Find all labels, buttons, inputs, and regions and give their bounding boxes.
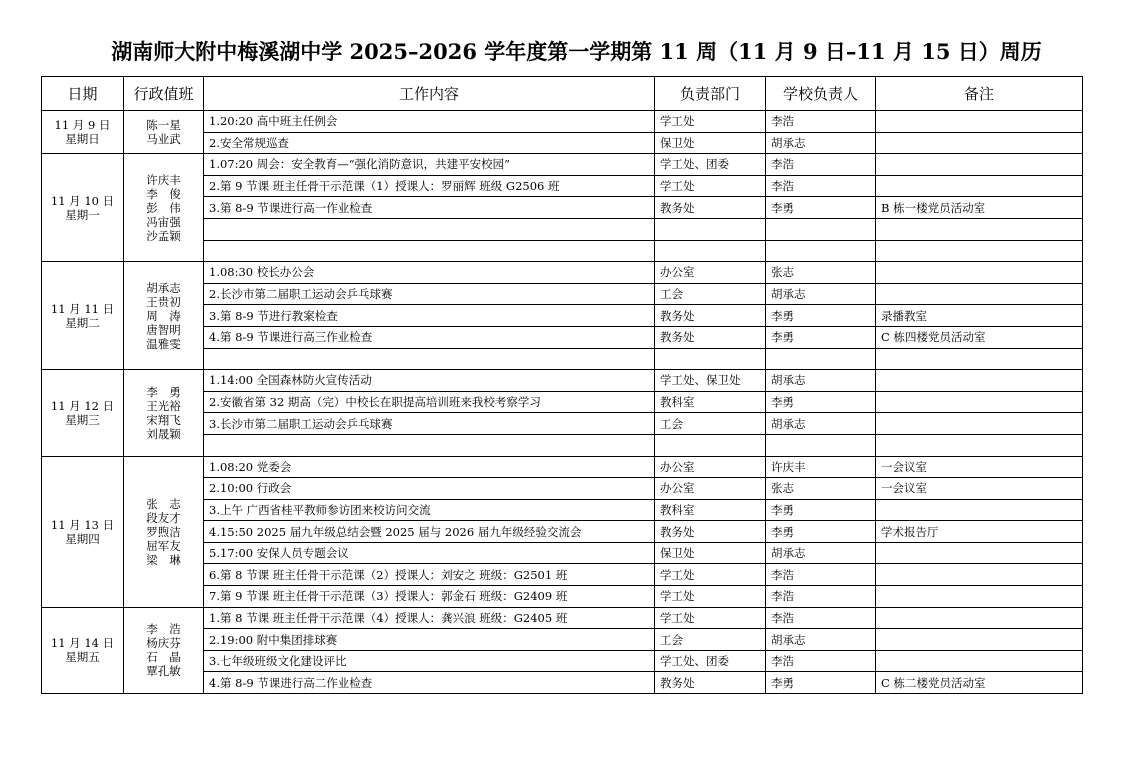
dept-cell: 学工处 — [655, 111, 766, 133]
dept-cell: 办公室 — [655, 456, 766, 478]
dept-cell: 工会 — [655, 413, 766, 435]
work-content-cell: 3.第 8-9 节进行教案检查 — [204, 305, 655, 327]
duty-staff-name: 陈一星 — [146, 118, 181, 133]
work-content-cell: 4.15:50 2025 届九年级总结会暨 2025 届与 2026 届九年级经验交流会 — [204, 521, 655, 543]
work-content-cell: 2.第 9 节课 班主任骨干示范课（1）授课人：罗丽辉 班级 G2506 班 — [204, 175, 655, 197]
duty-staff-name: 梁 琳 — [146, 552, 181, 567]
header-content: 工作内容 — [204, 77, 655, 111]
work-content-cell: 2.安全常规巡查 — [204, 132, 655, 154]
work-content-cell: 3.第 8-9 节课进行高一作业检查 — [204, 197, 655, 219]
dept-cell: 教务处 — [655, 521, 766, 543]
note-cell — [876, 434, 1083, 456]
table-row — [42, 154, 1083, 176]
work-content-cell: 1.20:20 高中班主任例会 — [204, 111, 655, 133]
day-weekday: 星期日 — [65, 132, 100, 147]
day-weekday: 星期五 — [65, 650, 100, 665]
header-duty: 行政值班 — [124, 77, 204, 111]
weekly-calendar-table — [41, 76, 1083, 694]
header-note: 备注 — [876, 77, 1083, 111]
leader-cell: 胡承志 — [766, 542, 876, 564]
dept-cell: 学工处 — [655, 607, 766, 629]
duty-staff-name: 李 勇 — [146, 384, 181, 399]
dept-cell: 学工处、团委 — [655, 154, 766, 176]
duty-staff-name: 李 浩 — [146, 622, 181, 637]
day-date: 11 月 11 日 — [50, 301, 115, 316]
leader-cell: 李勇 — [766, 197, 876, 219]
leader-cell: 张志 — [766, 478, 876, 500]
table-row — [42, 262, 1083, 284]
note-cell — [876, 499, 1083, 521]
dept-cell: 学工处、保卫处 — [655, 370, 766, 392]
leader-cell: 李勇 — [766, 672, 876, 694]
work-content-cell: 1.08:20 党委会 — [204, 456, 655, 478]
dept-cell: 学工处 — [655, 175, 766, 197]
header-dept: 负责部门 — [655, 77, 766, 111]
work-content-cell — [204, 434, 655, 456]
note-cell — [876, 564, 1083, 586]
note-cell — [876, 650, 1083, 672]
day-weekday: 星期二 — [65, 315, 100, 330]
work-content-cell: 1.07:20 周会：安全教育—“强化消防意识，共建平安校园” — [204, 154, 655, 176]
note-cell — [876, 111, 1083, 133]
dept-cell — [655, 218, 766, 240]
work-content-cell: 5.17:00 安保人员专题会议 — [204, 542, 655, 564]
leader-cell — [766, 218, 876, 240]
leader-cell: 李浩 — [766, 650, 876, 672]
note-cell: 录播教室 — [876, 305, 1083, 327]
duty-staff-name: 覃孔敏 — [146, 664, 181, 679]
note-cell — [876, 283, 1083, 305]
duty-staff-name: 屈军友 — [146, 538, 181, 553]
work-content-cell: 3.七年级班级文化建设评比 — [204, 650, 655, 672]
note-cell — [876, 542, 1083, 564]
dept-cell: 教科室 — [655, 391, 766, 413]
duty-staff-name: 张 志 — [146, 496, 181, 511]
duty-staff-cell — [124, 111, 204, 154]
duty-staff-name: 温雅雯 — [146, 336, 181, 351]
day-date: 11 月 10 日 — [50, 193, 115, 208]
table-row — [42, 370, 1083, 392]
note-cell: 一会议室 — [876, 478, 1083, 500]
leader-cell: 李浩 — [766, 607, 876, 629]
table-row — [42, 456, 1083, 478]
dept-cell: 学工处 — [655, 564, 766, 586]
header-date: 日期 — [42, 77, 124, 111]
table-header-row — [42, 77, 1083, 111]
work-content-cell: 1.14:00 全国森林防火宣传活动 — [204, 370, 655, 392]
dept-cell: 教务处 — [655, 305, 766, 327]
note-cell — [876, 391, 1083, 413]
day-date: 11 月 13 日 — [50, 517, 115, 532]
leader-cell: 胡承志 — [766, 132, 876, 154]
dept-cell: 工会 — [655, 283, 766, 305]
dept-cell: 教务处 — [655, 197, 766, 219]
leader-cell: 李浩 — [766, 154, 876, 176]
note-cell — [876, 240, 1083, 262]
note-cell — [876, 348, 1083, 370]
note-cell — [876, 607, 1083, 629]
note-cell — [876, 218, 1083, 240]
dept-cell: 教务处 — [655, 326, 766, 348]
leader-cell: 李勇 — [766, 326, 876, 348]
duty-staff-cell — [124, 607, 204, 693]
duty-staff-name: 段友才 — [146, 510, 181, 525]
work-content-cell — [204, 348, 655, 370]
leader-cell: 李浩 — [766, 586, 876, 608]
duty-staff-name: 沙孟颖 — [146, 228, 181, 243]
duty-staff-name: 胡承志 — [146, 280, 181, 295]
day-date: 11 月 14 日 — [50, 636, 115, 651]
dept-cell: 教科室 — [655, 499, 766, 521]
work-content-cell: 2.19:00 附中集团排球赛 — [204, 629, 655, 651]
leader-cell: 李勇 — [766, 499, 876, 521]
note-cell — [876, 370, 1083, 392]
dept-cell: 办公室 — [655, 478, 766, 500]
dept-cell: 保卫处 — [655, 542, 766, 564]
note-cell — [876, 629, 1083, 651]
day-date-cell — [42, 370, 124, 456]
duty-staff-name: 石 晶 — [146, 650, 181, 665]
note-cell — [876, 154, 1083, 176]
day-date-cell — [42, 154, 124, 262]
note-cell — [876, 262, 1083, 284]
duty-staff-name: 冯宙强 — [146, 214, 181, 229]
dept-cell — [655, 348, 766, 370]
header-leader: 学校负责人 — [766, 77, 876, 111]
work-content-cell: 1.第 8 节课 班主任骨干示范课（4）授课人：龚兴浪 班级：G2405 班 — [204, 607, 655, 629]
leader-cell: 李勇 — [766, 521, 876, 543]
leader-cell: 张志 — [766, 262, 876, 284]
duty-staff-cell — [124, 370, 204, 456]
work-content-cell: 2.长沙市第二届职工运动会乒乓球赛 — [204, 283, 655, 305]
duty-staff-name: 马业武 — [146, 132, 181, 147]
leader-cell: 李浩 — [766, 175, 876, 197]
duty-staff-name: 彭 伟 — [146, 200, 181, 215]
note-cell — [876, 132, 1083, 154]
duty-staff-name: 许庆丰 — [146, 172, 181, 187]
leader-cell — [766, 348, 876, 370]
leader-cell: 李浩 — [766, 111, 876, 133]
day-date-cell — [42, 456, 124, 607]
leader-cell: 李勇 — [766, 305, 876, 327]
dept-cell: 办公室 — [655, 262, 766, 284]
day-date-cell — [42, 111, 124, 154]
duty-staff-name: 宋翔飞 — [146, 412, 181, 427]
work-content-cell: 2.安徽省第 32 期高（完）中校长在职提高培训班来我校考察学习 — [204, 391, 655, 413]
day-date-cell — [42, 262, 124, 370]
leader-cell: 胡承志 — [766, 283, 876, 305]
work-content-cell: 4.第 8-9 节课进行高三作业检查 — [204, 326, 655, 348]
duty-staff-name: 唐智明 — [146, 322, 181, 337]
work-content-cell: 6.第 8 节课 班主任骨干示范课（2）授课人：刘安之 班级：G2501 班 — [204, 564, 655, 586]
duty-staff-name: 杨庆芬 — [146, 636, 181, 651]
dept-cell: 保卫处 — [655, 132, 766, 154]
duty-staff-cell — [124, 262, 204, 370]
work-content-cell: 1.08:30 校长办公会 — [204, 262, 655, 284]
leader-cell: 李浩 — [766, 564, 876, 586]
duty-staff-name: 王光裕 — [146, 398, 181, 413]
duty-staff-name: 周 涛 — [146, 308, 181, 323]
note-cell — [876, 586, 1083, 608]
dept-cell: 学工处、团委 — [655, 650, 766, 672]
day-weekday: 星期一 — [65, 207, 100, 222]
dept-cell: 工会 — [655, 629, 766, 651]
page-title: 湖南师大附中梅溪湖中学 2025–2026 学年度第一学期第 11 周（11 月 9 日–11 月 15 日）周历 — [111, 39, 1042, 64]
duty-staff-name: 罗煦洁 — [146, 524, 181, 539]
dept-cell: 教务处 — [655, 672, 766, 694]
note-cell — [876, 175, 1083, 197]
duty-staff-name: 刘晟颖 — [146, 426, 181, 441]
duty-staff-cell — [124, 456, 204, 607]
dept-cell — [655, 434, 766, 456]
day-date: 11 月 9 日 — [54, 118, 111, 133]
note-cell: 一会议室 — [876, 456, 1083, 478]
work-content-cell: 2.10:00 行政会 — [204, 478, 655, 500]
note-cell: C 栋四楼党员活动室 — [876, 326, 1083, 348]
work-content-cell: 4.第 8-9 节课进行高二作业检查 — [204, 672, 655, 694]
duty-staff-name: 李 俊 — [146, 186, 181, 201]
work-content-cell — [204, 240, 655, 262]
table-row — [42, 607, 1083, 629]
work-content-cell: 3.上午 广西省桂平教师参访团来校访问交流 — [204, 499, 655, 521]
leader-cell: 许庆丰 — [766, 456, 876, 478]
work-content-cell: 3.长沙市第二届职工运动会乒乓球赛 — [204, 413, 655, 435]
leader-cell — [766, 240, 876, 262]
note-cell: C 栋二楼党员活动室 — [876, 672, 1083, 694]
table-body — [42, 111, 1083, 694]
dept-cell — [655, 240, 766, 262]
duty-staff-cell — [124, 154, 204, 262]
leader-cell: 胡承志 — [766, 413, 876, 435]
note-cell: 学术报告厅 — [876, 521, 1083, 543]
day-weekday: 星期三 — [65, 412, 100, 427]
table-row — [42, 111, 1083, 133]
work-content-cell — [204, 218, 655, 240]
leader-cell: 李勇 — [766, 391, 876, 413]
duty-staff-name: 王贵初 — [146, 294, 181, 309]
leader-cell — [766, 434, 876, 456]
note-cell: B 栋一楼党员活动室 — [876, 197, 1083, 219]
leader-cell: 胡承志 — [766, 370, 876, 392]
work-content-cell: 7.第 9 节课 班主任骨干示范课（3）授课人：郭金石 班级：G2409 班 — [204, 586, 655, 608]
day-date: 11 月 12 日 — [50, 398, 115, 413]
dept-cell: 学工处 — [655, 586, 766, 608]
day-date-cell — [42, 607, 124, 693]
day-weekday: 星期四 — [65, 531, 100, 546]
note-cell — [876, 413, 1083, 435]
leader-cell: 胡承志 — [766, 629, 876, 651]
